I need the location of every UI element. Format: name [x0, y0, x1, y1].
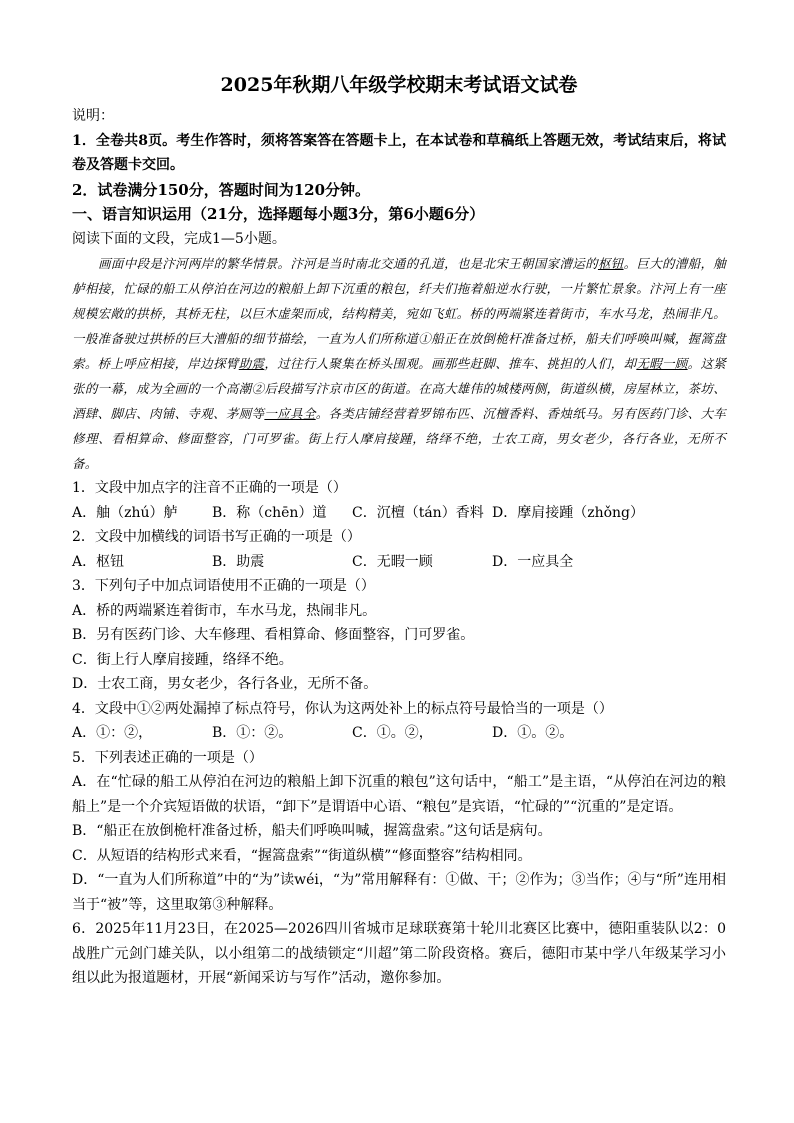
- passage-text-3: ，过往行人聚集在桥头围观。画那些赶脚、推车、挑担的人们，却: [264, 356, 637, 371]
- section-1-heading: 一、语言知识运用（21分，选择题每小题3分，第6小题6分）: [72, 205, 485, 223]
- reading-passage: [72, 251, 726, 476]
- underlined-word-3: 无暇一顾: [636, 356, 688, 371]
- question-3-option-a: A．桥的两端紧连着街市，车水马龙，热闹非凡。: [72, 602, 377, 619]
- section-1-lead: 阅读下面的文段，完成1—5小题。: [72, 230, 286, 247]
- question-4-option-a: A．①：②，: [72, 725, 153, 741]
- question-2-options: [72, 550, 726, 575]
- question-5-option-d: D．“一直为人们所称道”中的“为”读wéi，“为”常用解释有：①做、干；②作为；③当作；④与“所”连用相当于“被”等，这里取第③种解释。: [72, 872, 726, 913]
- question-4-option-b: B．①：②。: [212, 725, 293, 741]
- question-2-option-d: D．一应具全: [492, 553, 574, 570]
- question-2-option-b: B．助震: [212, 553, 265, 570]
- instructions-heading: 说明：: [72, 108, 114, 124]
- question-1-option-d: D．摩肩接踵（zhǒng）: [492, 504, 645, 521]
- question-1-option-a: A．舳（zhú）舻: [72, 504, 178, 521]
- passage-text-5: 。各类店铺经营着罗锦布匹、沉檀香料、香烛纸马。另有医药门诊、大车修理、看相算命、修面整容，门可罗雀。街上行人摩肩接踵，络绎不绝，士农工商，男女老少，各行各业，无所不备。: [72, 406, 726, 471]
- question-1-option-c: C．沉檀（tán）香料: [352, 504, 484, 521]
- question-3-option-c: C．街上行人摩肩接踵，络绎不绝。: [72, 651, 293, 668]
- question-1-option-b: B．称（chēn）道: [212, 504, 327, 521]
- underlined-word-1: 枢钮: [597, 256, 624, 271]
- question-5-option-c: C．从短语的结构形式来看，“握篙盘索”“街道纵横”“修面整容”结构相同。: [72, 847, 532, 864]
- question-3-option-b: B．另有医药门诊、大车修理、看相算命、修面整容，门可罗雀。: [72, 627, 475, 643]
- question-5-option-b: B．“船正在放倒桅杆准备过桥，船夫们呼唤叫喊，握篙盘索。”这句话是病句。: [72, 823, 552, 839]
- question-5-option-a: A．在“忙碌的船工从停泊在河边的粮船上卸下沉重的粮包”这句话中，“船工”是主语，“从停泊在河边的粮船上”是一个介宾短语做的状语，“卸下”是谓语中心语、“粮包”是宾语，“忙碌的”“沉重的”是定语。: [72, 774, 726, 815]
- question-4-options: [72, 721, 726, 746]
- question-3-option-d: D．士农工商，男女老少，各行各业，无所不备。: [72, 676, 378, 692]
- question-2-option-c: C．无暇一顾: [352, 553, 433, 570]
- passage-text-2: 。巨大的漕船，舳舻相接，忙碌的船工从停泊在河边的粮船上卸下沉重的粮包，纤夫们拖着船逆水行驶，一片繁忙景象。汴河上有一座规模宏敞的拱桥，其桥无柱，以巨木虚架而成，结构精美，宛如飞虹。桥的两端紧连着街市，车水马龙，热闹非凡。一般准备驶过拱桥的巨大漕船的细节描绘，一直为人们所称道①船正在放倒桅杆准备过桥，船夫们呼唤叫喊，握篙盘索。桥上呼应相接，岸边探臂: [72, 256, 726, 371]
- question-4-option-c: C．①。②，: [352, 725, 433, 741]
- question-2-stem: 2．文段中加横线的词语书写正确的一项是（）: [72, 529, 361, 545]
- instruction-item-2: 2．试卷满分150分，答题时间为120分钟。: [72, 180, 371, 199]
- question-1-stem: 1．文段中加点字的注音不正确的一项是（）: [72, 480, 347, 496]
- instruction-item-1: 1．全卷共8页。考生作答时，须将答案答在答题卡上，在本试卷和草稿纸上答题无效，考试结束后，将试卷及答题卡交回。: [72, 132, 726, 173]
- question-3-stem: 3．下列句子中加点词语使用不正确的一项是（）: [72, 578, 375, 594]
- question-5-stem: 5．下列表述正确的一项是（）: [72, 749, 263, 766]
- underlined-word-4: 一应具全: [264, 406, 316, 421]
- question-6-stem: 6．2025年11月23日，在2025—2026四川省城市足球联赛第十轮川北赛区比赛中，德阳重装队以2：0战胜广元剑门雄关队，以小组第二的战绩锁定“川超”第二阶段资格。赛后，德阳市某中学八年级某学习小组以此为报道题材，开展“新闻采访与写作”活动，邀你参加。: [72, 921, 726, 986]
- question-4-stem: 4．文段中①②两处漏掉了标点符号，你认为这两处补上的标点符号最恰当的一项是（）: [72, 700, 613, 717]
- exam-page: [72, 64, 726, 991]
- passage-text-4: 。这紧张的一幕，成为全画的一个高潮②后段描写汴京市区的街道。在高大雄伟的城楼两侧，街道纵横，房屋林立，茶坊、酒肆、脚店、肉铺、寺观、茅厕等: [72, 356, 726, 421]
- passage-text-1: 画面中段是汴河两岸的繁华情景。汴河是当时南北交通的孔道，也是北宋王朝国家漕运的: [98, 256, 598, 271]
- question-1-options: [72, 501, 726, 526]
- question-4-option-d: D．①。②。: [492, 725, 574, 741]
- underlined-word-2: 助震: [238, 356, 265, 371]
- question-2-option-a: A．枢钮: [72, 553, 125, 570]
- exam-title: 2025年秋期八年级学校期末考试语文试卷: [220, 74, 578, 96]
